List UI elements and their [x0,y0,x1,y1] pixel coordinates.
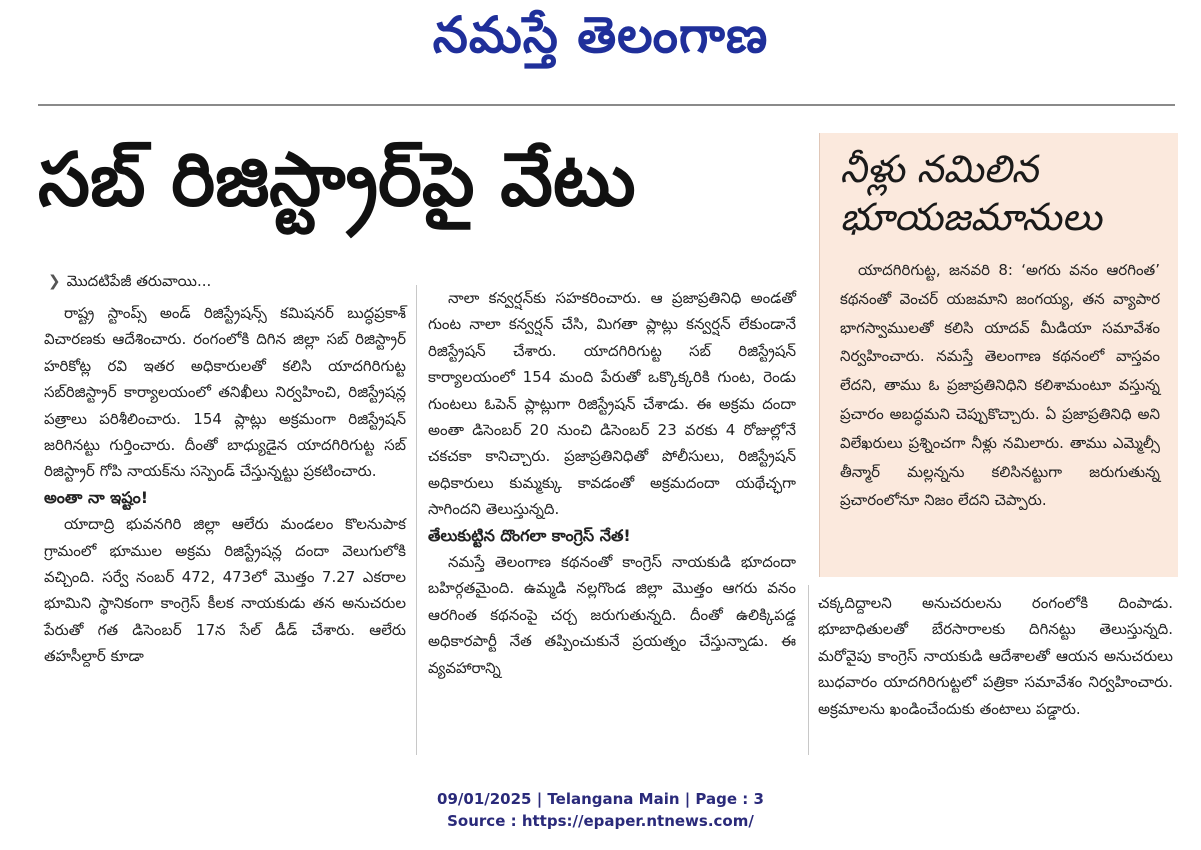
paragraph: యాదాద్రి భువనగిరి జిల్లా ఆలేరు మండలం కొలనుపాక గ్రామంలో భూముల అక్రమ రిజిస్ట్రేషన్ల దందా వెలుగులోకి వచ్చింది. సర్వే నంబర్ 472, 473లో మొత్తం 7.27 ఎకరాల భూమిని స్థానికంగా కాంగ్రెస్ కీలక నాయకుడు తన అనుచరుల పేరుతో గత డిసెంబర్ 17న సేల్ డీడ్ చేశారు. ఆలేరు తహసీల్దార్ కూడా [44,515,406,666]
continuation-text: మొదటిపేజీ తరువాయి... [66,272,212,290]
paragraph: రాష్ట్ర స్టాంప్స్ అండ్ రిజిస్ట్రేషన్స్ కమిషనర్ బుద్ధప్రకాశ్ విచారణకు ఆదేశించారు. రంగంలోకి దిగిన జిల్లా సబ్ రిజిస్ట్రార్ హరికోట్ల రవి ఇతర అధికారులతో కలిసి యాదగిరిగుట్ట సబ్‌రిజిస్ట్రార్ కార్యాలయంలో తనిఖీలు నిర్వహించి, రిజిస్ట్రేషన్ల పత్రాలు పరిశీలించారు. 154 ప్లాట్లు అక్రమంగా రిజిస్ట్రేషన్ జరిగినట్టు గుర్తించారు. దీంతో బాధ్యుడైన యాదగిరిగుట్ట సబ్ రిజిస్ట్రార్ గోపి నాయక్‌ను సస్పెండ్ చేస్తున్నట్టు ప్రకటించారు. [44,304,406,481]
footer-date-line: 09/01/2025 | Telangana Main | Page : 3 [437,790,764,808]
footer-source-line: Source : https://epaper.ntnews.com/ [447,812,754,830]
column-divider [416,285,417,755]
column-divider [808,585,809,755]
subheading: అంతా నా ఇష్టం! [44,487,149,507]
paragraph: నమస్తే తెలంగాణ కథనంతో కాంగ్రెస్ నాయకుడి భూదందా బహిర్గతమైంది. ఉమ్మడి నల్లగొండ జిల్లా మొత్తం ఆగరు వనం ఆరగింత కథనంపై చర్చ జరుగుతున్నది. దీంతో ఉలిక్కిపడ్డ అధికారపార్టీ నేత తప్పించుకునే ప్రయత్నం చేస్తున్నాడు. ఈ వ్యవహారాన్ని [428,553,796,677]
sidebar-title: నీళ్లు నమిలిన భూయజమానులు [840,147,1102,239]
sidebar-body [840,256,1160,515]
masthead [0,6,1201,77]
masthead-divider [38,104,1175,106]
paragraph: చక్కదిద్దాలని అనుచరులను రంగంలోకి దింపాడు. భూబాధితులతో బేరసారాలకు దిగినట్టు తెలుస్తున్నది. మరోవైపు కాంగ్రెస్ నాయకుడి ఆదేశాలతో ఆయన అనుచరులు బుధవారం యాదగిరిగుట్టలో పత్రికా సమావేశం నిర్వహించారు. అక్రమాలను ఖండించేందుకు తంటాలు పడ్డారు. [818,594,1173,718]
paragraph: నాలా కన్వర్షన్‌కు సహకరించారు. ఆ ప్రజాప్రతినిధి అండతో గుంట నాలా కన్వర్షన్ చేసి, మిగతా ప్లాట్లు కన్వర్షన్ లేకుండానే రిజిస్ట్రేషన్ చేశారు. యాదగిరిగుట్ట సబ్ రిజిస్ట్రేషన్ కార్యాలయంలో 154 మంది పేరుతో ఒక్కొక్కరికి గుంట, రెండు గుంటలు ఓపెన్ ప్లాట్లుగా రిజిస్ట్రేషన్ చేశాడు. ఈ అక్రమ దందా అంతా డిసెంబర్ 20 నుంచి డిసెంబర్ 23 వరకు 4 రోజుల్లోనే చకచకా కానిచ్చారు. ప్రజాప్రతినిధితో పోలీసులు, రిజిస్ట్రేషన్ అధికారులు కుమ్మక్కు కావడంతో అక్రమదందా యథేచ్ఛగా సాగిందని తెలుస్తున్నది. [428,289,796,519]
newspaper-name: నమస్తే తెలంగాణ [432,6,769,64]
chevron-right-icon: ❯ [48,272,61,290]
article-column-2 [428,285,796,681]
subheading: తేలుకుట్టిన దొంగలా కాంగ్రెస్ నేత! [428,525,631,545]
article-column-3 [818,590,1173,722]
headline: సబ్ రిజిస్ట్రార్‌పై వేటు [38,137,636,223]
article-column-1 [44,300,406,670]
paragraph: యాదగిరిగుట్ట, జనవరి 8: ‘అగరు వనం ఆరగింత’ కథనంతో వెంచర్ యజమాని జంగయ్య, తన వ్యాపార భాగస్వాములతో కలిసి యాదవ్ మీడియా సమావేశం నిర్వహించారు. నమస్తే తెలంగాణ కథనంలో వాస్తవం లేదని, తాము ఓ ప్రజాప్రతినిధిని కలిశామంటూ వస్తున్న ప్రచారం అబద్ధమని చెప్పుకొచ్చారు. ఏ ప్రజాప్రతినిధి అని విలేఖరులు ప్రశ్నించగా నీళ్లు నమిలారు. తాము ఎమ్మెల్సీ తీన్మార్ మల్లన్నను కలిసినట్టుగా జరుగుతున్న ప్రచారంలోనూ నిజం లేదని చెప్పారు. [840,261,1160,510]
continuation-label [48,272,211,294]
